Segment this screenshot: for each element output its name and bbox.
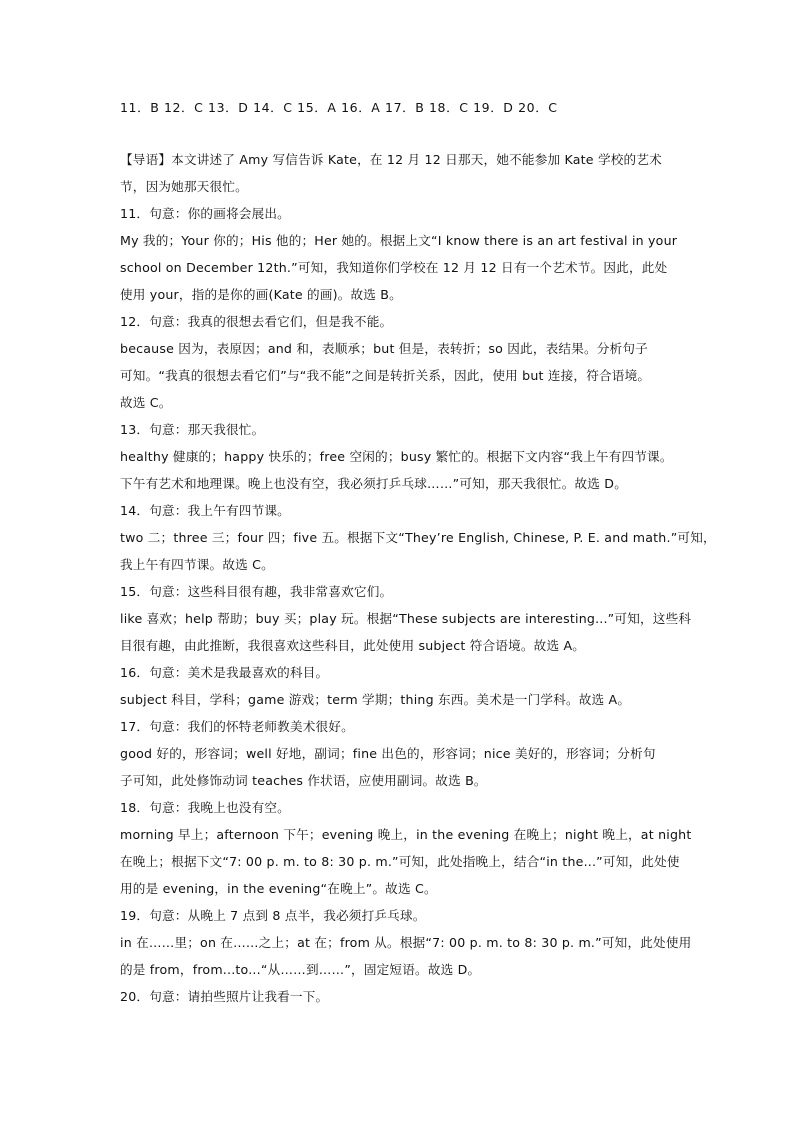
text-line: subject 科目，学科；game 游戏；term 学期；thing 东西。美术是一门学科。故选 A。 (120, 692, 631, 707)
text-line: 用的是 evening，in the evening“在晚上”。故选 C。 (120, 881, 437, 896)
text-line: like 喜欢；help 帮助；buy 买；play 玩。根据“These subjects are interesting...”可知，这些科 (120, 611, 692, 626)
text-line: 使用 your，指的是你的画(Kate 的画)。故选 B。 (120, 287, 402, 302)
text-line: morning 早上；afternoon 下午；evening 晚上，in the evening 在晚上；night 晚上，at night (120, 827, 692, 842)
text-line: healthy 健康的；happy 快乐的；free 空闲的；busy 繁忙的。根据下文内容“我上午有四节课。 (120, 449, 673, 464)
text-line: 子可知，此处修饰动词 teaches 作状语，应使用副词。故选 B。 (120, 773, 487, 788)
text-line: 16．句意：美术是我最喜欢的科目。 (120, 665, 329, 680)
text-line: 11．句意：你的画将会展出。 (120, 206, 290, 221)
text-line: 我上午有四节课。故选 C。 (120, 557, 274, 572)
text-line: 19．句意：从晚上 7 点到 8 点半，我必须打乒乓球。 (120, 908, 426, 923)
text-line: 在晚上；根据下文“7: 00 p. m. to 8: 30 p. m.”可知，此处指晚上，结合“in the...”可知，此处使 (120, 854, 680, 869)
text-line: 可知。“我真的很想去看它们”与“我不能”之间是转折关系，因此，使用 but 连接，符合语境。 (120, 368, 651, 383)
text-line: My 我的；Your 你的；His 他的；Her 她的。根据上文“I know there is an art festival in your (120, 233, 678, 248)
text-line: in 在……里；on 在……之上；at 在；from 从。根据“7: 00 p. m. to 8: 30 p. m.”可知，此处使用 (120, 935, 692, 950)
text-line: because 因为，表原因；and 和，表顺承；but 但是，表转折；so 因此，表结果。分析句子 (120, 341, 648, 356)
text-line: 14．句意：我上午有四节课。 (120, 503, 290, 518)
text-line: 故选 C。 (120, 395, 172, 410)
text-line: 节，因为她那天很忙。 (120, 179, 248, 194)
text-line: two 二；three 三；four 四；five 五。根据下文“They’re English, Chinese, P. E. and math.”可知， (120, 530, 716, 545)
explanation-body (120, 146, 716, 1010)
answer-key-line: 11．B 12．C 13．D 14．C 15．A 16．A 17．B 18．C 19．D 20．C (120, 100, 558, 115)
text-line: 15．句意：这些科目很有趣，我非常喜欢它们。 (120, 584, 393, 599)
text-line: 的是 from，from...to...“从……到……”，固定短语。故选 D。 (120, 962, 481, 977)
text-line: 20．句意：请拍些照片让我看一下。 (120, 989, 329, 1004)
text-line: 13．句意：那天我很忙。 (120, 422, 265, 437)
text-line: 18．句意：我晚上也没有空。 (120, 800, 290, 815)
text-line: 12．句意：我真的很想去看它们，但是我不能。 (120, 314, 393, 329)
text-line: 【导语】本文讲述了 Amy 写信告诉 Kate，在 12 月 12 日那天，她不能参加 Kate 学校的艺术 (120, 152, 662, 167)
text-line: good 好的，形容词；well 好地，副词；fine 出色的，形容词；nice 美好的，形容词；分析句 (120, 746, 656, 761)
text-line: 目很有趣，由此推断，我很喜欢这些科目，此处使用 subject 符合语境。故选 A。 (120, 638, 586, 653)
text-line: school on December 12th.”可知，我知道你们学校在 12 月 12 日有一个艺术节。因此，此处 (120, 260, 668, 275)
text-line: 下午有艺术和地理课。晚上也没有空，我必须打乒乓球……”可知，那天我很忙。故选 D。 (120, 476, 627, 491)
text-line: 17．句意：我们的怀特老师教美术很好。 (120, 719, 354, 734)
